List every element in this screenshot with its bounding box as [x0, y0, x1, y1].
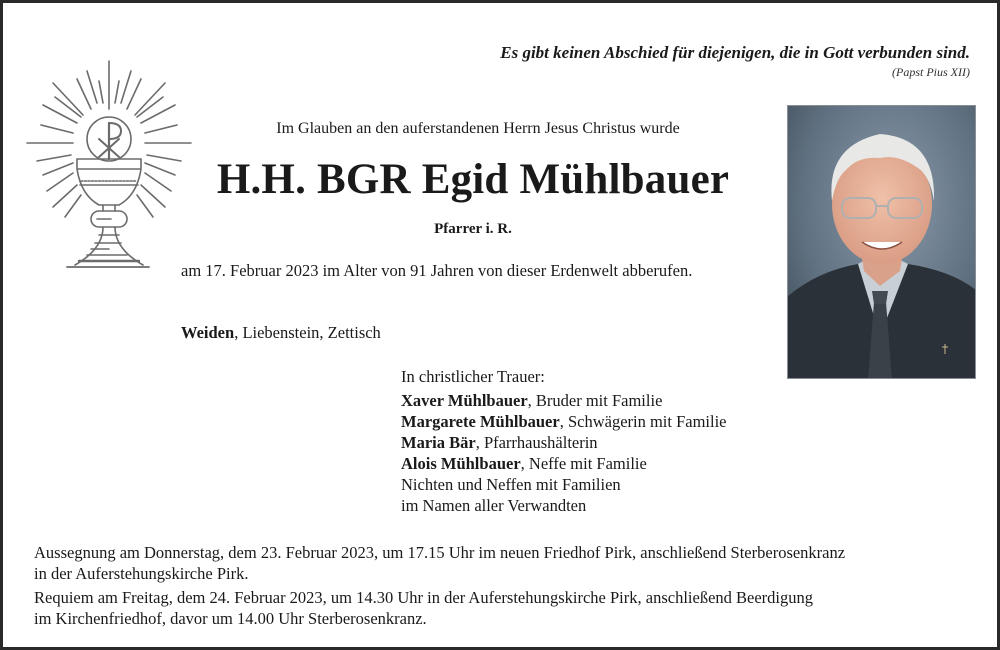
mourner-name: Margarete Mühlbauer	[401, 412, 560, 431]
mourner-name: Alois Mühlbauer	[401, 454, 521, 473]
mourner-row	[401, 432, 727, 453]
deceased-name: H.H. BGR Egid Mühlbauer	[216, 156, 730, 203]
places-line	[181, 323, 381, 343]
mourning-extra-line: Nichten und Neffen mit Familien	[401, 475, 621, 494]
intro-text: Im Glauben an den auferstandenen Herrn Jesus Christus wurde	[276, 120, 680, 137]
chalice-chi-rho-icon	[25, 59, 193, 271]
death-notice-line: am 17. Februar 2023 im Alter von 91 Jahren von dieser Erdenwelt abberufen.	[181, 261, 693, 280]
mourner-row	[401, 453, 727, 474]
mourner-relation: , Bruder mit Familie	[527, 391, 663, 410]
motto-quote: Es gibt keinen Abschied für diejenigen, die in Gott verbunden sind.	[500, 43, 970, 62]
services-section	[34, 543, 845, 633]
mourner-name: Maria Bär	[401, 433, 476, 452]
requiem-line: im Kirchenfriedhof, davor um 14.00 Uhr Sterberosenkranz.	[34, 608, 427, 628]
deceased-role: Pfarrer i. R.	[434, 221, 512, 237]
requiem-paragraph	[34, 588, 845, 629]
motto-source: (Papst Pius XII)	[892, 65, 970, 79]
mourning-heading: In christlicher Trauer:	[401, 367, 545, 386]
requiem-line: Requiem am Freitag, dem 24. Februar 2023, um 14.30 Uhr in der Auferstehungskirche Pirk, anschließend Beerdigung	[34, 588, 813, 607]
mourner-relation: , Pfarrhaushälterin	[475, 433, 598, 452]
aussegnung-paragraph	[34, 543, 845, 584]
aussegnung-line: Aussegnung am Donnerstag, dem 23. Februar 2023, um 17.15 Uhr im neuen Friedhof Pirk, anschließend Sterberosenkranz	[34, 543, 846, 562]
places-rest: , Liebenstein, Zettisch	[234, 323, 381, 342]
mourning-extra-line: im Namen aller Verwandten	[401, 496, 587, 515]
aussegnung-line: in der Auferstehungskirche Pirk.	[34, 563, 249, 583]
mourner-row	[401, 411, 727, 432]
mourner-relation: , Schwägerin mit Familie	[559, 412, 727, 431]
portrait-photo	[787, 105, 976, 379]
mourner-name: Xaver Mühlbauer	[401, 391, 528, 410]
mourning-section	[401, 366, 727, 516]
mourner-row	[401, 390, 727, 411]
place-primary: Weiden	[181, 323, 235, 342]
mourner-relation: , Neffe mit Familie	[520, 454, 647, 473]
